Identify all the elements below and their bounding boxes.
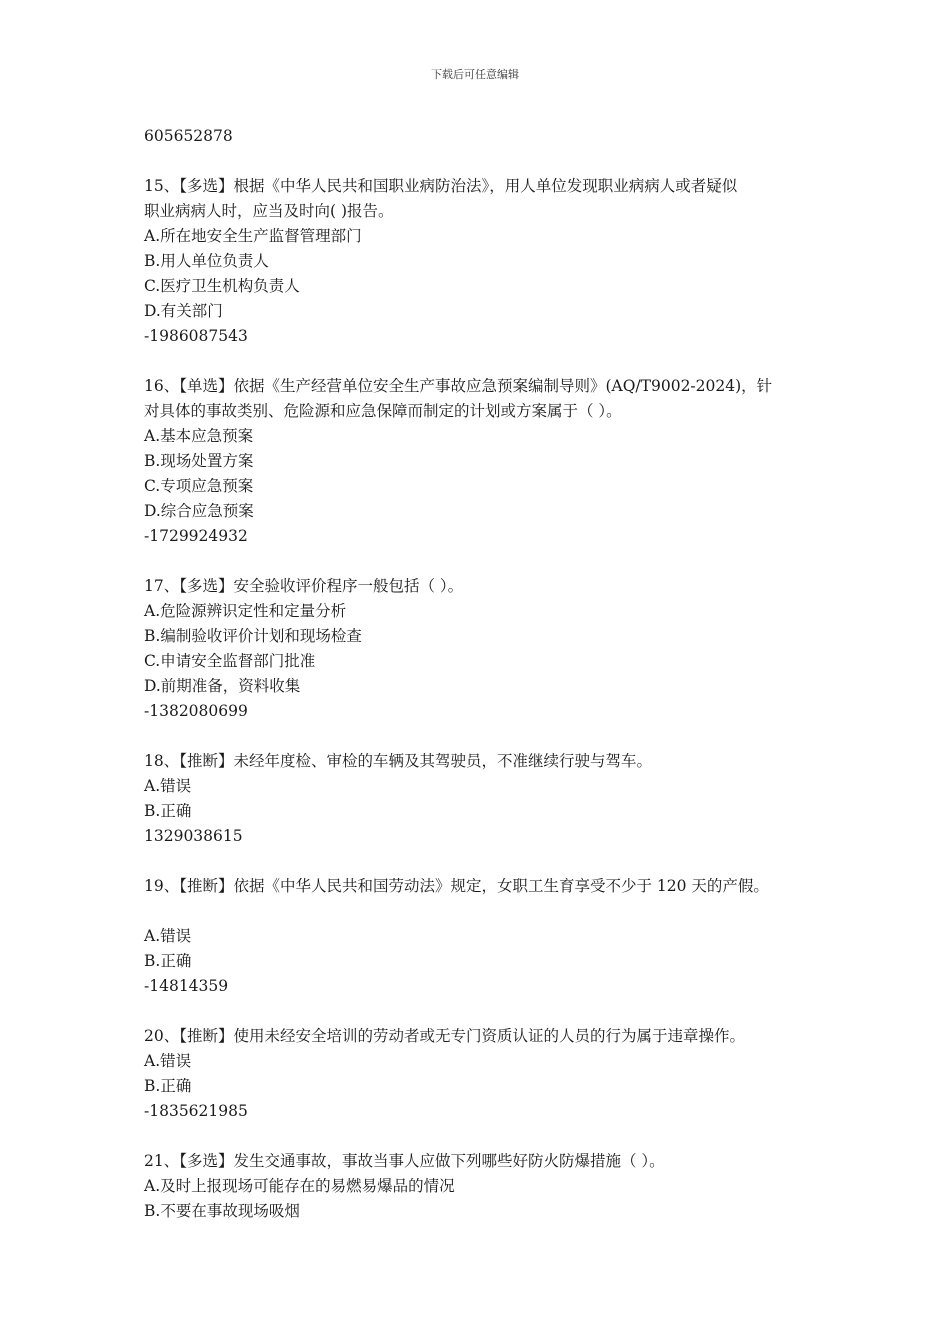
- page-header: 下载后可任意编辑: [431, 68, 519, 81]
- question-text: 21、【多选】发生交通事故，事故当事人应做下列哪些好防火防爆措施（ ）。: [144, 1152, 665, 1170]
- answer-code: -1986087543: [144, 327, 248, 345]
- blank-line: [144, 999, 834, 1024]
- question-20: [144, 1024, 834, 1124]
- option-b: B.正确: [144, 952, 192, 970]
- option-c: C.申请安全监督部门批准: [144, 652, 316, 670]
- answer-code: -1835621985: [144, 1102, 248, 1120]
- option-b: B.现场处置方案: [144, 452, 254, 470]
- question-16: [144, 374, 834, 549]
- option-b: B.正确: [144, 1077, 192, 1095]
- question-19: [144, 874, 834, 999]
- question-text: 15、【多选】根据《中华人民共和国职业病防治法》，用人单位发现职业病病人或者疑似: [144, 177, 738, 195]
- option-a: A.基本应急预案: [144, 427, 254, 445]
- question-text: 16、【单选】依据《生产经营单位安全生产事故应急预案编制导则》(AQ/T9002-2024)，针: [144, 377, 773, 395]
- option-a: A.所在地安全生产监督管理部门: [144, 227, 362, 245]
- question-text: 17、【多选】安全验收评价程序一般包括（ ）。: [144, 577, 464, 595]
- answer-code: -1729924932: [144, 527, 248, 545]
- option-a: A.错误: [144, 1052, 192, 1070]
- answer-code: 605652878: [144, 127, 233, 145]
- blank-line: [144, 149, 834, 174]
- blank-line: [144, 724, 834, 749]
- question-text: 18、【推断】未经年度检、审检的车辆及其驾驶员，不准继续行驶与驾车。: [144, 752, 652, 770]
- question-17: [144, 574, 834, 724]
- option-d: D.有关部门: [144, 302, 223, 320]
- option-a: A.危险源辨识定性和定量分析: [144, 602, 347, 620]
- question-text: 19、【推断】依据《中华人民共和国劳动法》规定，女职工生育享受不少于 120 天的产假。: [144, 877, 769, 895]
- blank-line: [144, 899, 834, 924]
- blank-line: [144, 1124, 834, 1149]
- answer-code: -14814359: [144, 977, 229, 995]
- option-d: D.综合应急预案: [144, 502, 254, 520]
- question-text: 20、【推断】使用未经安全培训的劳动者或无专门资质认证的人员的行为属于违章操作。: [144, 1027, 745, 1045]
- blank-line: [144, 349, 834, 374]
- option-b: B.用人单位负责人: [144, 252, 269, 270]
- option-a: A.及时上报现场可能存在的易燃易爆品的情况: [144, 1177, 455, 1195]
- option-b: B.不要在事故现场吸烟: [144, 1202, 300, 1220]
- question-text: 对具体的事故类别、危险源和应急保障而制定的计划或方案属于（ ）。: [144, 402, 622, 420]
- option-c: C.专项应急预案: [144, 477, 254, 495]
- question-15: [144, 174, 834, 349]
- question-text: 职业病病人时，应当及时向( )报告。: [144, 202, 394, 220]
- option-a: A.错误: [144, 777, 192, 795]
- answer-code: -1382080699: [144, 702, 248, 720]
- question-21: [144, 1149, 834, 1224]
- option-d: D.前期准备，资料收集: [144, 677, 301, 695]
- option-b: B.编制验收评价计划和现场检查: [144, 627, 362, 645]
- document-body: [144, 124, 834, 1224]
- answer-code: 1329038615: [144, 827, 243, 845]
- question-18: [144, 749, 834, 849]
- blank-line: [144, 549, 834, 574]
- option-b: B.正确: [144, 802, 192, 820]
- option-a: A.错误: [144, 927, 192, 945]
- blank-line: [144, 849, 834, 874]
- option-c: C.医疗卫生机构负责人: [144, 277, 300, 295]
